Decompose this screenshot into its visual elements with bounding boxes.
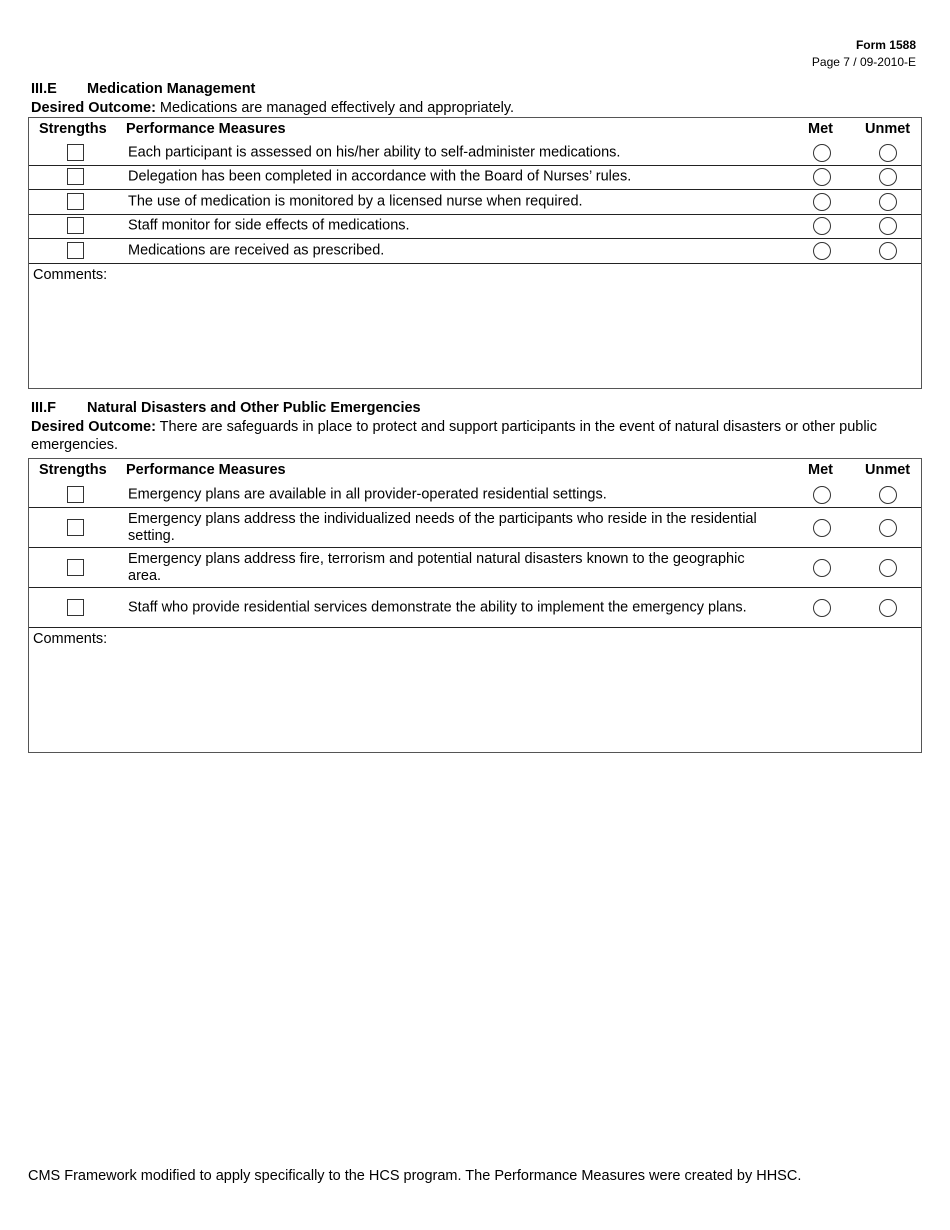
comments-box[interactable] [29, 628, 921, 752]
outcome-label: Desired Outcome: [31, 419, 156, 435]
section-title-iii-e [31, 81, 255, 97]
measure-text: Emergency plans are available in all provider-operated residential settings. [128, 486, 607, 502]
measure-text: The use of medication is monitored by a licensed nurse when required. [128, 193, 583, 210]
header-performance-measures: Performance Measures [126, 121, 286, 137]
unmet-radio[interactable] [879, 242, 897, 260]
outcome-label: Desired Outcome: [31, 100, 156, 116]
measure-text: Each participant is assessed on his/her ability to self-administer medications. [128, 144, 621, 161]
measure-row [29, 588, 921, 628]
strength-checkbox[interactable] [67, 559, 84, 576]
comments-input[interactable] [29, 264, 925, 392]
measure-text: Staff who provide residential services demonstrate the ability to implement the emergency plans. [128, 599, 747, 615]
header-met: Met [808, 121, 833, 137]
unmet-radio[interactable] [879, 519, 897, 537]
table-header-row [29, 118, 921, 141]
outcome-text: Medications are managed effectively and appropriately. [155, 100, 515, 116]
unmet-radio[interactable] [879, 193, 897, 211]
measure-text: Emergency plans address fire, terrorism and potential natural disasters known to the geographic area. [128, 550, 745, 584]
comments-label: Comments: [33, 631, 108, 647]
measure-text: Medications are received as prescribed. [128, 242, 385, 259]
page-info: Page 7 / 09-2010-E [811, 55, 916, 69]
table-header-row [29, 459, 921, 482]
footer-note: CMS Framework modified to apply specifically to the HCS program. The Performance Measures were created by HHSC. [28, 1168, 802, 1184]
header-strengths: Strengths [39, 121, 107, 137]
met-radio[interactable] [813, 242, 831, 260]
met-radio[interactable] [813, 144, 831, 162]
met-radio[interactable] [813, 519, 831, 537]
comments-box[interactable] [29, 264, 921, 388]
measure-row [29, 239, 921, 264]
met-radio[interactable] [813, 599, 831, 617]
measure-text: Staff monitor for side effects of medications. [128, 217, 410, 234]
measure-row [29, 166, 921, 191]
desired-outcome-iii-e [31, 99, 911, 117]
measure-row [29, 508, 921, 548]
measure-text: Delegation has been completed in accordance with the Board of Nurses’ rules. [128, 168, 632, 185]
unmet-radio[interactable] [879, 559, 897, 577]
header-unmet: Unmet [865, 121, 911, 137]
strength-checkbox[interactable] [67, 217, 84, 234]
strength-checkbox[interactable] [67, 599, 84, 616]
unmet-radio[interactable] [879, 599, 897, 617]
strength-checkbox[interactable] [67, 144, 84, 161]
unmet-radio[interactable] [879, 486, 897, 504]
met-radio[interactable] [813, 193, 831, 211]
header-unmet: Unmet [865, 462, 911, 478]
unmet-radio[interactable] [879, 168, 897, 186]
strength-checkbox[interactable] [67, 193, 84, 210]
unmet-radio[interactable] [879, 217, 897, 235]
strength-checkbox[interactable] [67, 168, 84, 185]
header-performance-measures: Performance Measures [126, 462, 286, 478]
measure-row [29, 482, 921, 508]
unmet-radio[interactable] [879, 144, 897, 162]
section-name: Natural Disasters and Other Public Emergencies [87, 400, 421, 416]
section-number: III.F [31, 400, 56, 416]
measure-row [29, 190, 921, 215]
header-met: Met [808, 462, 833, 478]
comments-label: Comments: [33, 266, 108, 283]
met-radio[interactable] [813, 559, 831, 577]
measures-table-iii-e [28, 117, 922, 389]
section-title-iii-f [31, 400, 421, 416]
strength-checkbox[interactable] [67, 519, 84, 536]
strength-checkbox[interactable] [67, 242, 84, 259]
met-radio[interactable] [813, 168, 831, 186]
strength-checkbox[interactable] [67, 486, 84, 503]
measure-row [29, 141, 921, 166]
section-number: III.E [31, 81, 57, 97]
measure-text: Emergency plans address the individualized needs of the participants who reside in the residential setting. [128, 510, 757, 544]
measure-row [29, 548, 921, 588]
outcome-text: There are safeguards in place to protect and support participants in the event of natural disasters or other public emergencies. [31, 419, 878, 453]
met-radio[interactable] [813, 217, 831, 235]
met-radio[interactable] [813, 486, 831, 504]
measure-row [29, 215, 921, 240]
form-number: Form 1588 [855, 38, 916, 52]
section-name: Medication Management [87, 81, 256, 97]
measures-table-iii-f [28, 458, 922, 753]
comments-input[interactable] [29, 628, 925, 756]
desired-outcome-iii-f [31, 418, 911, 454]
header-strengths: Strengths [39, 462, 107, 478]
